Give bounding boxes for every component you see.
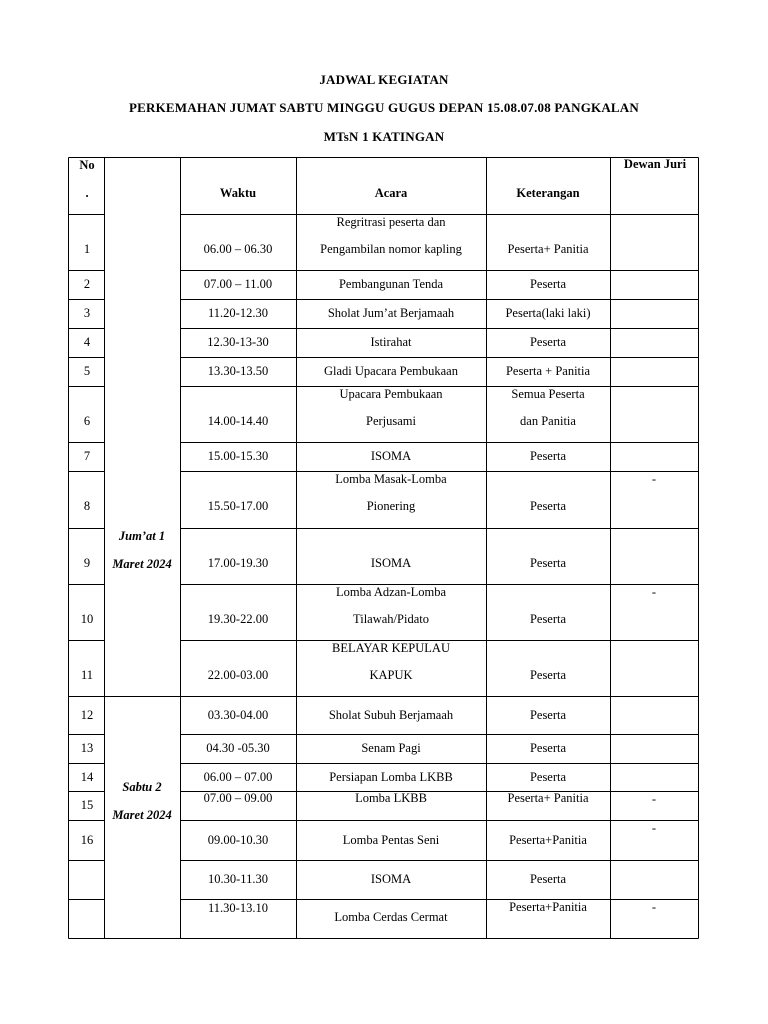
row-keterangan: Peserta — [529, 556, 567, 570]
row-acara: Lomba LKBB — [355, 791, 427, 805]
row-number: 6 — [83, 414, 91, 428]
row-dewan-juri: - — [651, 821, 657, 835]
row-waktu: 13.30-13.50 — [207, 364, 269, 378]
row-acara: Pembangunan Tenda — [338, 277, 444, 291]
header-dewan-juri: Dewan Juri — [623, 157, 687, 171]
row-keterangan: Peserta — [529, 770, 567, 784]
row-number: 2 — [83, 277, 91, 291]
row-acara: Istirahat — [370, 335, 412, 349]
row-acara: Persiapan Lomba LKBB — [329, 770, 453, 784]
row-keterangan: Peserta+Panitia — [509, 900, 587, 914]
row-keterangan: Peserta — [529, 872, 567, 886]
row-waktu: 15.50-17.00 — [207, 499, 269, 513]
row-keterangan: Peserta+Panitia — [509, 833, 587, 847]
header-no-dot: . — [85, 186, 89, 200]
row-acara-line1: Lomba Adzan-Lomba — [335, 585, 447, 599]
row-waktu: 09.00-10.30 — [207, 833, 269, 847]
row-dewan-juri: - — [651, 472, 657, 486]
row-acara: Pionering — [366, 499, 416, 513]
row-acara: ISOMA — [370, 556, 412, 570]
row-number: 9 — [83, 556, 91, 570]
row-keterangan: dan Panitia — [520, 414, 576, 428]
row-acara: Lomba Pentas Seni — [342, 833, 440, 847]
row-keterangan: Peserta+ Panitia — [507, 791, 589, 805]
row-waktu: 15.00-15.30 — [207, 449, 269, 463]
row-dewan-juri: - — [651, 792, 657, 806]
row-acara-line1: Lomba Masak-Lomba — [335, 472, 447, 486]
row-acara: Sholat Subuh Berjamaah — [328, 708, 454, 722]
row-number: 15 — [80, 798, 94, 812]
header-acara: Acara — [374, 186, 408, 200]
row-waktu: 11.20-12.30 — [208, 306, 268, 320]
row-waktu: 17.00-19.30 — [207, 556, 269, 570]
row-number: 4 — [83, 335, 91, 349]
row-waktu: 06.00 – 07.00 — [203, 770, 273, 784]
row-keterangan: Peserta — [529, 668, 567, 682]
row-dewan-juri: - — [651, 585, 657, 599]
row-acara: Pengambilan nomor kapling — [320, 242, 462, 256]
title-line-3: MTsN 1 KATINGAN — [323, 129, 445, 144]
row-acara: Senam Pagi — [361, 741, 421, 755]
row-waktu: 06.00 – 06.30 — [203, 242, 273, 256]
row-waktu: 07.00 – 09.00 — [203, 791, 273, 805]
row-number: 13 — [80, 741, 94, 755]
row-number: 8 — [83, 499, 91, 513]
row-keterangan: Peserta — [529, 335, 567, 349]
row-number: 5 — [83, 364, 91, 378]
row-acara-line1: BELAYAR KEPULAU — [332, 641, 450, 655]
row-number: 16 — [80, 833, 94, 847]
row-keterangan: Peserta — [529, 499, 567, 513]
row-keterangan: Peserta+ Panitia — [507, 242, 589, 256]
day-label-saturday-date: Maret 2024 — [112, 808, 172, 822]
row-number: 3 — [83, 306, 91, 320]
day-label-saturday: Sabtu 2 — [122, 780, 162, 794]
row-number: 12 — [80, 708, 94, 722]
row-number: 14 — [80, 770, 94, 784]
day-label-friday: Jum’at 1 — [118, 529, 166, 543]
row-waktu: 12.30-13-30 — [207, 335, 269, 349]
row-keterangan: Peserta — [529, 741, 567, 755]
row-acara-line1: Regritrasi peserta dan — [336, 215, 446, 229]
row-acara: ISOMA — [370, 872, 412, 886]
row-waktu: 11.30-13.10 — [208, 901, 268, 915]
row-number: 7 — [83, 449, 91, 463]
row-waktu: 07.00 – 11.00 — [203, 277, 273, 291]
row-acara: Sholat Jum’at Berjamaah — [327, 306, 455, 320]
row-acara: Gladi Upacara Pembukaan — [324, 364, 458, 378]
row-acara: Lomba Cerdas Cermat — [334, 910, 448, 924]
row-waktu: 03.30-04.00 — [207, 708, 269, 722]
row-keterangan: Peserta(laki laki) — [505, 306, 591, 320]
row-keterangan: Peserta — [529, 449, 567, 463]
title-line-2: PERKEMAHAN JUMAT SABTU MINGGU GUGUS DEPAN 15.08.07.08 PANGKALAN — [129, 100, 639, 115]
row-acara: Perjusami — [366, 414, 416, 428]
row-keterangan: Peserta — [529, 708, 567, 722]
row-waktu: 22.00-03.00 — [207, 668, 269, 682]
row-waktu: 19.30-22.00 — [207, 612, 269, 626]
row-number: 10 — [80, 612, 94, 626]
row-acara-line1: Upacara Pembukaan — [339, 387, 443, 401]
day-label-friday-date: Maret 2024 — [112, 557, 172, 571]
title-line-1: JADWAL KEGIATAN — [319, 72, 449, 87]
row-keterangan: Peserta + Panitia — [505, 364, 591, 378]
row-acara: KAPUK — [369, 668, 413, 682]
row-waktu: 04.30 -05.30 — [206, 741, 270, 755]
row-keterangan-line1: Semua Peserta — [511, 387, 585, 401]
row-keterangan: Peserta — [529, 277, 567, 291]
row-dewan-juri: - — [651, 900, 657, 914]
row-waktu: 14.00-14.40 — [207, 414, 269, 428]
row-acara: Tilawah/Pidato — [353, 612, 429, 626]
header-waktu: Waktu — [219, 186, 257, 200]
row-number: 1 — [83, 242, 91, 256]
row-number: 11 — [80, 668, 94, 682]
row-acara: ISOMA — [370, 449, 412, 463]
row-keterangan: Peserta — [529, 612, 567, 626]
header-keterangan: Keterangan — [516, 186, 580, 200]
row-waktu: 10.30-11.30 — [208, 872, 268, 886]
header-no: No — [79, 158, 95, 172]
